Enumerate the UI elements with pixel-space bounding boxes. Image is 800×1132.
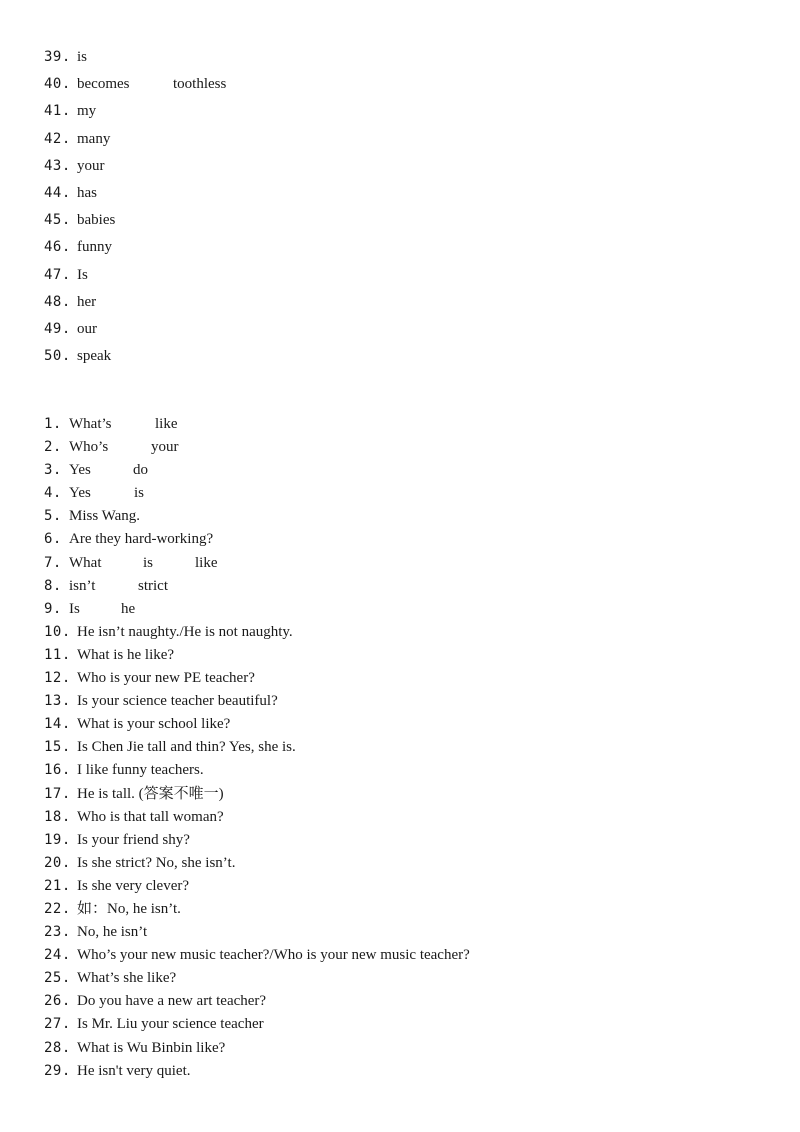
answer-text: He isn’t naughty./He is not naughty.	[77, 623, 293, 640]
answer-text: I like funny teachers.	[77, 762, 204, 779]
answer-text: Are they hard-working?	[69, 531, 214, 548]
answer-text: is	[77, 49, 88, 65]
answer-row-5	[44, 506, 470, 529]
answer-text: Is Mr. Liu your science teacher	[77, 1016, 264, 1033]
item-number: 28.	[44, 1039, 71, 1056]
answer-text-second: is	[134, 485, 145, 502]
answer-text: Is	[69, 600, 80, 617]
item-number: 46.	[44, 239, 71, 256]
answer-text: isn’t	[69, 577, 96, 594]
item-number: 48.	[44, 293, 71, 310]
answer-text: Who is your new PE teacher?	[77, 670, 255, 687]
answer-row-10	[44, 622, 470, 645]
answer-row-17	[44, 784, 470, 807]
answer-text: What is Wu Binbin like?	[77, 1039, 226, 1056]
item-number: 13.	[44, 693, 71, 710]
answer-row-2	[44, 437, 470, 460]
item-number: 50.	[44, 348, 71, 365]
answer-text: What	[69, 554, 102, 571]
answer-row-45	[44, 210, 129, 237]
answer-text: her	[77, 293, 97, 310]
answer-text: 如：No, he isn’t.	[77, 900, 181, 917]
answer-row-12	[44, 668, 470, 691]
answer-text: Yes	[69, 462, 91, 479]
answer-text: our	[77, 320, 97, 337]
answer-row-22	[44, 899, 470, 922]
answer-text: Is she very clever?	[77, 877, 190, 894]
item-number: 26.	[44, 993, 71, 1010]
answer-row-27	[44, 1014, 470, 1037]
item-number: 25.	[44, 970, 71, 987]
answer-row-7	[44, 553, 470, 576]
answer-row-28	[44, 1038, 470, 1061]
item-number: 8.	[44, 577, 62, 594]
answer-list-39-50	[44, 47, 227, 373]
answer-row-19	[44, 830, 470, 853]
item-number: 7.	[44, 554, 62, 571]
item-number: 40.	[44, 76, 71, 93]
item-number: 20.	[44, 854, 71, 871]
answer-text: No, he isn’t	[77, 924, 148, 941]
answer-text-second: like	[155, 416, 178, 432]
answer-row-6	[44, 529, 470, 552]
answer-row-40	[44, 74, 227, 101]
answer-row-24	[44, 945, 470, 968]
answer-row-21	[44, 876, 470, 899]
answer-text: has	[77, 184, 97, 201]
answer-row-26	[44, 991, 470, 1014]
answer-text: becomes	[77, 76, 130, 93]
answer-text: He is tall. (答案不唯一)	[77, 785, 224, 802]
item-number: 15.	[44, 739, 71, 756]
answer-row-14	[44, 714, 470, 737]
item-number: 42.	[44, 130, 71, 147]
answer-text: Do you have a new art teacher?	[77, 993, 267, 1010]
item-number: 24.	[44, 947, 71, 964]
item-number: 29.	[44, 1062, 71, 1079]
item-number: 9.	[44, 600, 62, 617]
item-number: 21.	[44, 877, 71, 894]
answer-row-16	[44, 760, 470, 783]
item-number: 2.	[44, 439, 62, 456]
item-number: 27.	[44, 1016, 71, 1033]
item-number: 1.	[44, 416, 62, 432]
item-number: 16.	[44, 762, 71, 779]
answer-text: He isn't very quiet.	[77, 1062, 191, 1079]
answer-text: Miss Wang.	[69, 508, 141, 525]
item-number: 14.	[44, 716, 71, 733]
answer-row-1	[44, 414, 470, 437]
answer-row-49	[44, 319, 129, 346]
answer-row-23	[44, 922, 470, 945]
answer-text: Is	[77, 266, 88, 283]
answer-text-second: strict	[138, 577, 168, 594]
answer-row-29	[44, 1061, 470, 1084]
answer-text: What’s	[69, 416, 112, 432]
item-number: 45.	[44, 212, 71, 229]
answer-row-9	[44, 599, 470, 622]
item-number: 3.	[44, 462, 62, 479]
item-number: 4.	[44, 485, 62, 502]
answer-row-11	[44, 645, 470, 668]
answer-row-47	[44, 265, 129, 292]
answer-text: babies	[77, 212, 116, 229]
answer-text: my	[77, 103, 97, 120]
answer-text: Is your friend shy?	[77, 831, 190, 848]
answer-row-15	[44, 737, 470, 760]
answer-row-48	[44, 292, 129, 319]
answer-row-8	[44, 576, 470, 599]
answer-text: Who is that tall woman?	[77, 808, 224, 825]
answer-text: speak	[77, 348, 112, 365]
answer-row-41	[44, 101, 129, 128]
item-number: 6.	[44, 531, 62, 548]
answer-text: Who’s your new music teacher?/Who is your new music teacher?	[77, 947, 470, 964]
answer-row-18	[44, 807, 470, 830]
answer-text: Is your science teacher beautiful?	[77, 693, 278, 710]
answer-text-second: your	[151, 439, 179, 456]
answer-text: funny	[77, 239, 112, 256]
answer-text: Is Chen Jie tall and thin? Yes, she is.	[77, 739, 296, 756]
answer-text-second: do	[133, 462, 148, 479]
item-number: 12.	[44, 670, 71, 687]
answer-row-3	[44, 460, 470, 483]
answer-list-1-29	[44, 414, 470, 1084]
answer-text: your	[77, 157, 105, 174]
item-number: 23.	[44, 924, 71, 941]
answer-row-43	[44, 156, 129, 183]
item-number: 19.	[44, 831, 71, 848]
answer-row-20	[44, 853, 470, 876]
answer-row-39	[44, 47, 129, 74]
item-number: 41.	[44, 103, 71, 120]
answer-text-second: toothless	[173, 76, 227, 93]
item-number: 11.	[44, 646, 71, 663]
answer-row-25	[44, 968, 470, 991]
answer-text-second: is	[143, 554, 154, 571]
answer-text-third: like	[195, 554, 218, 571]
item-number: 17.	[44, 785, 71, 802]
answer-text: Yes	[69, 485, 91, 502]
item-number: 18.	[44, 808, 71, 825]
answer-row-46	[44, 237, 129, 264]
item-number: 22.	[44, 900, 71, 917]
item-number: 39.	[44, 49, 71, 65]
answer-text: What’s she like?	[77, 970, 177, 987]
answer-text: What is your school like?	[77, 716, 231, 733]
item-number: 43.	[44, 157, 71, 174]
item-number: 44.	[44, 184, 71, 201]
answer-text: Who’s	[69, 439, 109, 456]
answer-row-50	[44, 346, 129, 373]
answer-row-44	[44, 183, 129, 210]
item-number: 5.	[44, 508, 62, 525]
answer-text: many	[77, 130, 111, 147]
item-number: 47.	[44, 266, 71, 283]
answer-text: What is he like?	[77, 646, 175, 663]
item-number: 10.	[44, 623, 71, 640]
answer-text: Is she strict? No, she isn’t.	[77, 854, 236, 871]
item-number: 49.	[44, 320, 71, 337]
answer-row-13	[44, 691, 470, 714]
answer-text-second: he	[121, 600, 136, 617]
answer-row-4	[44, 483, 470, 506]
answer-row-42	[44, 129, 129, 156]
